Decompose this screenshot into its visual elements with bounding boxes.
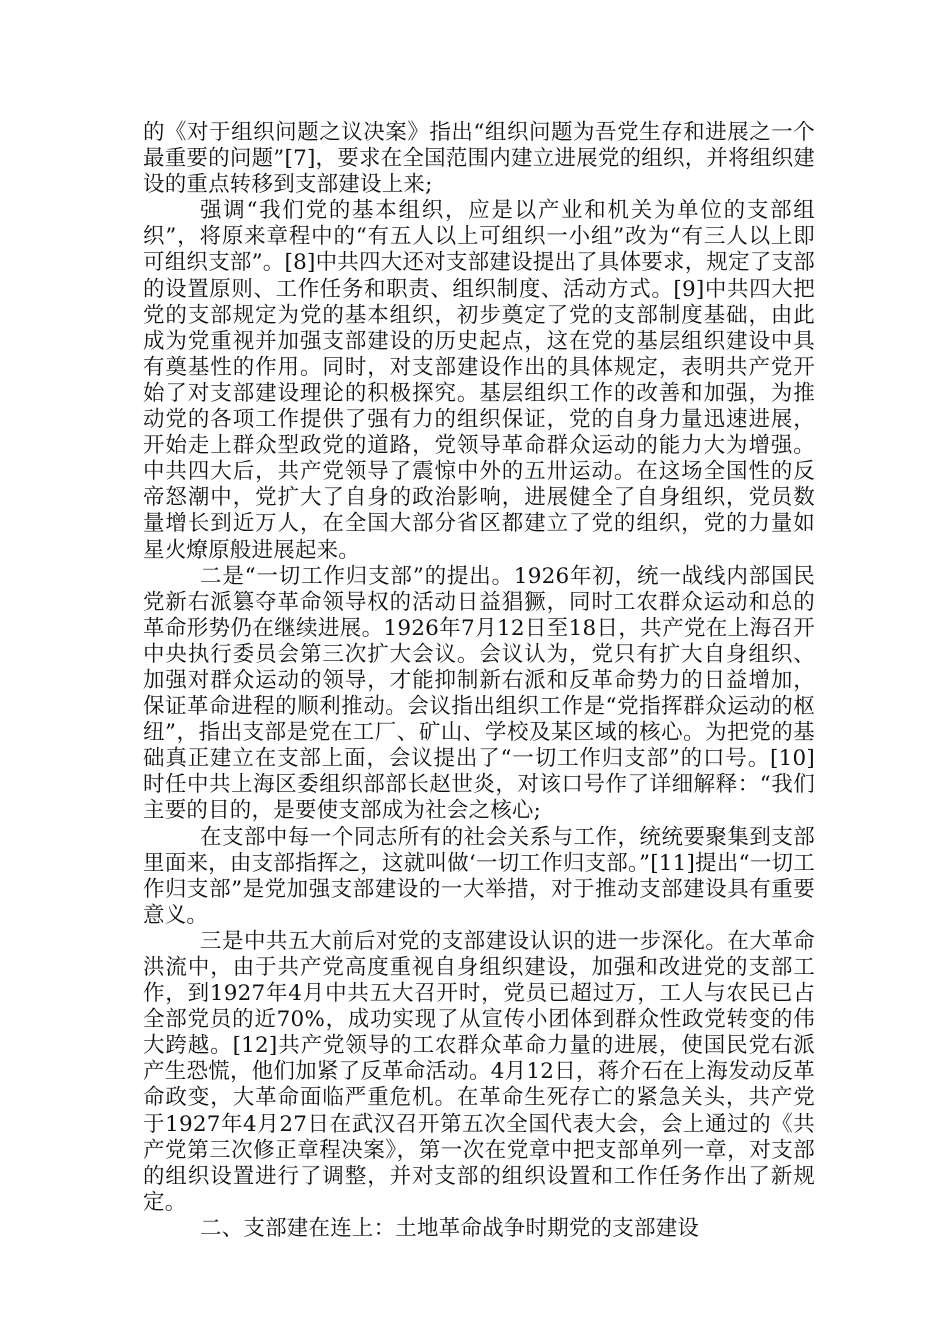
paragraph-1: 的《对于组织问题之议决案》指出“组织问题为吾党生存和进展之一个最重要的问题”[7]，要求在全国范围内建立进展党的组织，并将组织建设的重点转移到支部建设上来; (143, 120, 815, 198)
paragraph-3: 二是“一切工作归支部”的提出。1926年初，统一战线内部国民党新右派篡夺革命领导权的活动日益猖獗，同时工农群众运动和总的革命形势仍在继续进展。1926年7月12日至18日，共产党在上海召开中央执行委员会第三次扩大会议。会议认为，党只有扩大自身组织、加强对群众运动的领导，才能抑制新右派和反革命势力的日益增加，保证革命进程的顺利推动。会议指出组织工作是“党指挥群众运动的枢纽”，指出支部是党在工厂、矿山、学校及某区域的核心。为把党的基础真正建立在支部上面，会议提出了“一切工作归支部”的口号。[10]时任中共上海区委组织部部长赵世炎，对该口号作了详细解释：“我们主要的目的，是要使支部成为社会之核心; (143, 563, 815, 824)
paragraph-4: 在支部中每一个同志所有的社会关系与工作，统统要聚集到支部里面来，由支部指挥之，这就叫做‘一切工作归支部。”[11]提出“一切工作归支部”是党加强支部建设的一大举措，对于推动支部建设具有重要意义。 (143, 824, 815, 928)
paragraph-2: 强调“我们党的基本组织，应是以产业和机关为单位的支部组织”，将原来章程中的“有五人以上可组织一小组”改为“有三人以上即可组织支部”。[8]中共四大还对支部建设提出了具体要求，规定了支部的设置原则、工作任务和职责、组织制度、活动方式。[9]中共四大把党的支部规定为党的基本组织，初步奠定了党的支部制度基础，由此成为党重视并加强支部建设的历史起点，这在党的基层组织建设中具有奠基性的作用。同时，对支部建设作出的具体规定，表明共产党开始了对支部建设理论的积极探究。基层组织工作的改善和加强，为推动党的各项工作提供了强有力的组织保证，党的自身力量迅速进展，开始走上群众型政党的道路，党领导革命群众运动的能力大为增强。中共四大后，共产党领导了震惊中外的五卅运动。在这场全国性的反帝怒潮中，党扩大了自身的政治影响，进展健全了自身组织，党员数量增长到近万人，在全国大部分省区都建立了党的组织，党的力量如星火燎原般进展起来。 (143, 198, 815, 563)
document-body (143, 120, 815, 1242)
section-heading: 二、支部建在连上：土地革命战争时期党的支部建设 (200, 1215, 700, 1241)
paragraph-5: 三是中共五大前后对党的支部建设认识的进一步深化。在大革命洪流中，由于共产党高度重视自身组织建设，加强和改进党的支部工作，到1927年4月中共五大召开时，党员已超过万，工人与农民已占全部党员的近70%，成功实现了从宣传小团体到群众性政党转变的伟大跨越。[12]共产党领导的工农群众革命力量的进展，使国民党右派产生恐慌，他们加紧了反革命活动。4月12日，蒋介石在上海发动反革命政变，大革命面临严重危机。在革命生死存亡的紧急关头，共产党于1927年4月27日在武汉召开第五次全国代表大会，会上通过的《共产党第三次修正章程决案》，第一次在党章中把支部单列一章，对支部的组织设置进行了调整，并对支部的组织设置和工作任务作出了新规定。 (143, 928, 815, 1215)
